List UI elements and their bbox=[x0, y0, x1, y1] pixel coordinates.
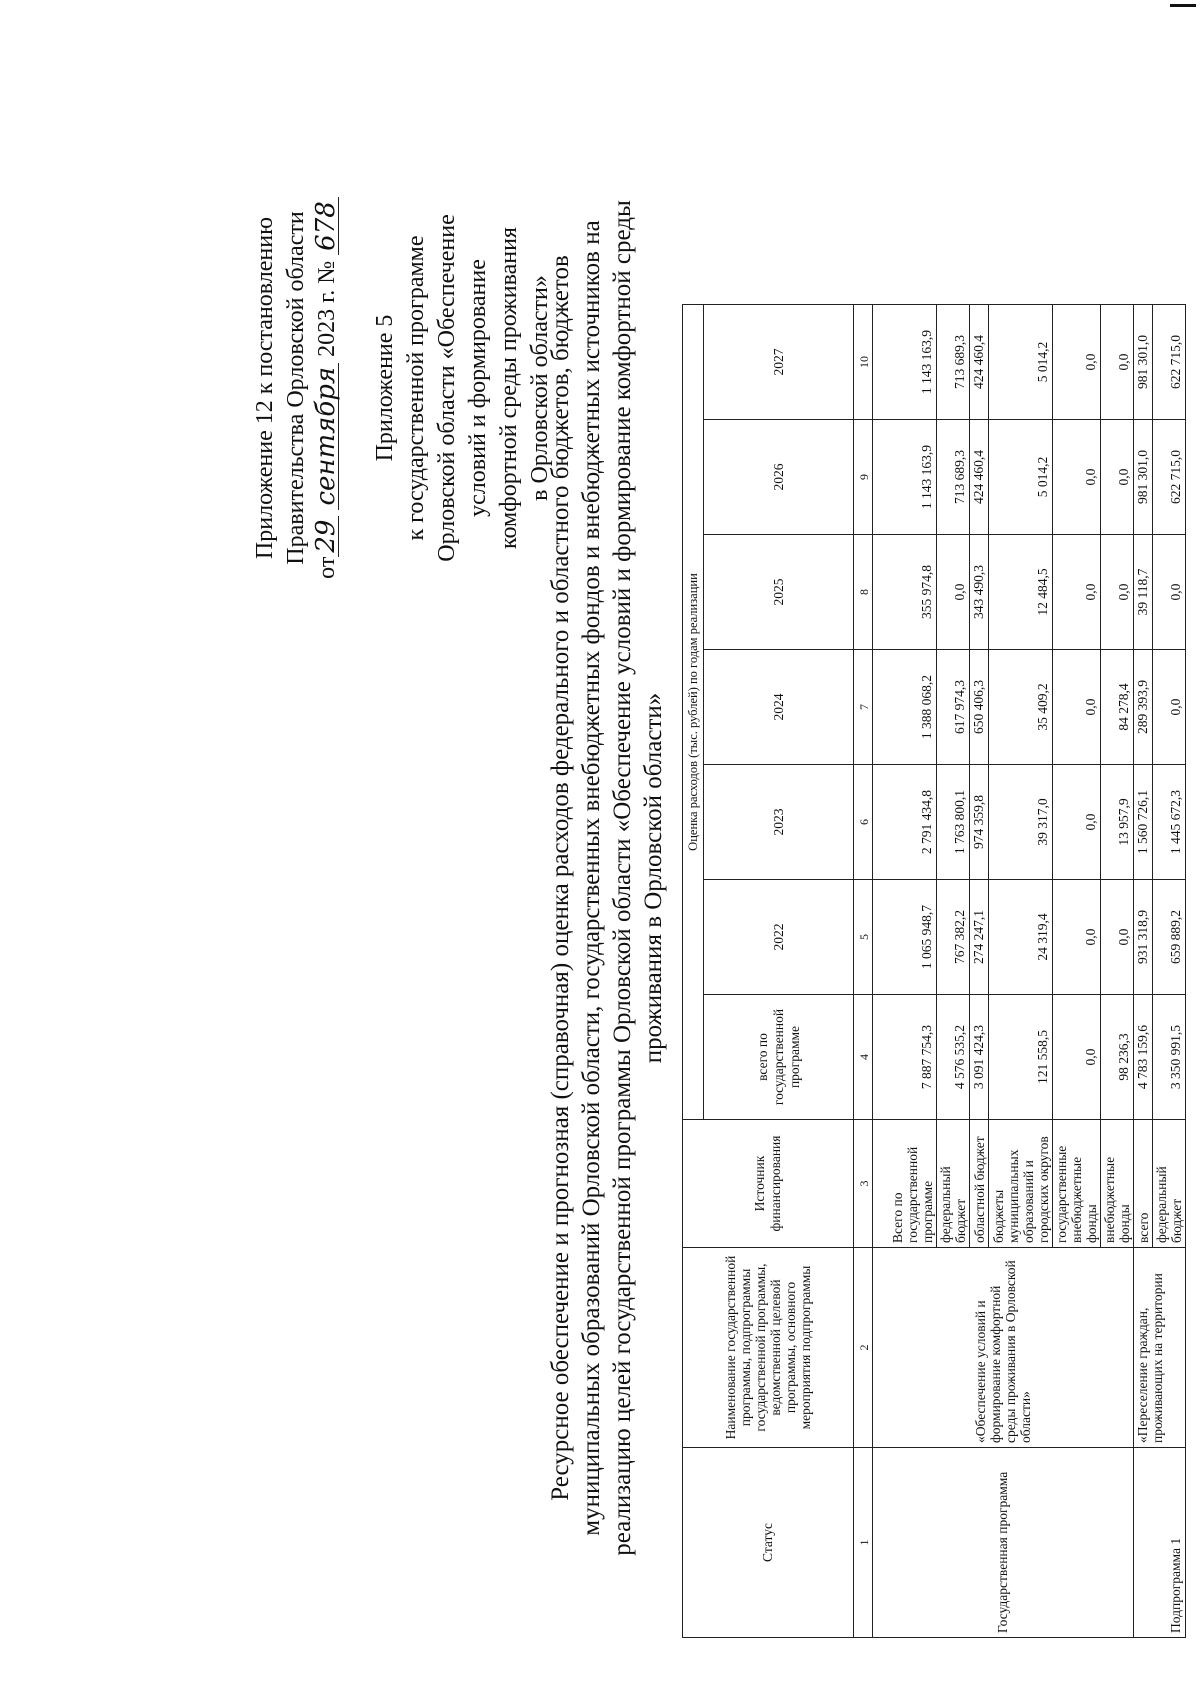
index-row bbox=[854, 305, 873, 1638]
value-cell: 0,0 bbox=[1053, 535, 1101, 650]
value-cell: 0,0 bbox=[1053, 305, 1101, 420]
header-source: Источник финансирования bbox=[683, 1120, 854, 1248]
value-cell: 1 445 672,3 bbox=[1153, 765, 1186, 880]
value-cell: 622 715,0 bbox=[1153, 305, 1186, 420]
handwritten-month: сентября bbox=[314, 363, 339, 510]
value-cell: 1 143 163,9 bbox=[873, 305, 937, 420]
header-year: 2022 bbox=[704, 880, 854, 995]
appendix-5-line3: Орловской области «Обеспечение bbox=[434, 214, 460, 562]
value-cell: 931 318,9 bbox=[1134, 880, 1153, 995]
source-cell: всего bbox=[1134, 1120, 1153, 1248]
value-cell: 0,0 bbox=[1101, 305, 1134, 420]
value-cell: 1 065 948,7 bbox=[873, 880, 937, 995]
index-cell: 2 bbox=[854, 1248, 873, 1448]
appendix-12-line1: Приложение 12 к постановлению bbox=[252, 216, 278, 560]
date-year: 2023 г. № bbox=[314, 260, 340, 357]
header-status: Статус bbox=[683, 1448, 854, 1638]
value-cell: 713 689,3 bbox=[937, 305, 970, 420]
value-cell: 274 247,1 bbox=[970, 880, 989, 995]
value-cell: 13 957,9 bbox=[1101, 765, 1134, 880]
value-cell: 981 301,0 bbox=[1134, 305, 1153, 420]
value-cell: 121 558,5 bbox=[989, 995, 1053, 1120]
source-cell: областной бюджет bbox=[970, 1120, 989, 1248]
value-cell: 617 974,3 bbox=[937, 650, 970, 765]
table-row bbox=[873, 305, 937, 1638]
value-cell: 622 715,0 bbox=[1153, 420, 1186, 535]
value-cell: 0,0 bbox=[1101, 535, 1134, 650]
budget-table bbox=[682, 304, 1186, 1638]
source-cell: Всего по государственной программе bbox=[873, 1120, 937, 1248]
value-cell: 355 974,8 bbox=[873, 535, 937, 650]
value-cell: 35 409,2 bbox=[989, 650, 1053, 765]
value-cell: 0,0 bbox=[1053, 880, 1101, 995]
value-cell: 0,0 bbox=[937, 535, 970, 650]
value-cell: 0,0 bbox=[1153, 535, 1186, 650]
appendix-12-line2: Правительства Орловской области bbox=[283, 211, 309, 565]
header-year: 2024 bbox=[704, 650, 854, 765]
value-cell: 1 763 800,1 bbox=[937, 765, 970, 880]
index-cell: 7 bbox=[854, 650, 873, 765]
index-cell: 4 bbox=[854, 995, 873, 1120]
index-cell: 1 bbox=[854, 1448, 873, 1638]
title-line3: реализацию целей государственной программы Орловской области «Обеспечение условий и формирование комфортной среды bbox=[609, 200, 636, 1556]
value-cell: 39 317,0 bbox=[989, 765, 1053, 880]
appendix-5-line5: комфортной среды проживания bbox=[496, 227, 522, 549]
appendix-5-line2: к государственной программе bbox=[403, 235, 429, 541]
value-cell: 7 887 754,3 bbox=[873, 995, 937, 1120]
value-cell: 713 689,3 bbox=[937, 420, 970, 535]
header-year: 2023 bbox=[704, 765, 854, 880]
source-cell: федеральный бюджет bbox=[937, 1120, 970, 1248]
value-cell: 4 783 159,6 bbox=[1134, 995, 1153, 1120]
appendix-12-date bbox=[312, 78, 343, 698]
value-cell: 5 014,2 bbox=[989, 420, 1053, 535]
appendix-5-line6: в Орловской области» bbox=[527, 275, 553, 501]
value-cell: 0,0 bbox=[1053, 420, 1101, 535]
value-cell: 98 236,3 bbox=[1101, 995, 1134, 1120]
index-cell: 8 bbox=[854, 535, 873, 650]
header-year: 2027 bbox=[704, 305, 854, 420]
value-cell: 0,0 bbox=[1053, 765, 1101, 880]
value-cell: 5 014,2 bbox=[989, 305, 1053, 420]
appendix-12-block bbox=[250, 78, 343, 698]
value-cell: 3 350 991,5 bbox=[1153, 995, 1186, 1120]
value-cell: 0,0 bbox=[1153, 650, 1186, 765]
value-cell: 343 490,3 bbox=[970, 535, 989, 650]
value-cell: 39 118,7 bbox=[1134, 535, 1153, 650]
value-cell: 1 143 163,9 bbox=[873, 420, 937, 535]
value-cell: 0,0 bbox=[1101, 880, 1134, 995]
value-cell: 24 319,4 bbox=[989, 880, 1053, 995]
value-cell: 84 278,4 bbox=[1101, 650, 1134, 765]
header-row-1 bbox=[683, 305, 704, 1638]
header-name: Наименование государственной программы, подпрограммы государственной программы, ведомственной целевой программы, основного мероприятия подпрограммы bbox=[683, 1248, 854, 1448]
header-year: 2026 bbox=[704, 420, 854, 535]
value-cell: 0,0 bbox=[1053, 995, 1101, 1120]
handwritten-day: 29 bbox=[314, 516, 339, 557]
appendix-5-block bbox=[370, 88, 556, 688]
value-cell: 0,0 bbox=[1053, 650, 1101, 765]
index-cell: 3 bbox=[854, 1120, 873, 1248]
document-title bbox=[545, 118, 669, 1638]
source-cell: федеральный бюджет bbox=[1153, 1120, 1186, 1248]
value-cell: 659 889,2 bbox=[1153, 880, 1186, 995]
index-cell: 9 bbox=[854, 420, 873, 535]
source-cell: внебюджетные фонды bbox=[1101, 1120, 1134, 1248]
status-cell: Государственная программа bbox=[873, 1448, 1134, 1638]
value-cell: 2 791 434,8 bbox=[873, 765, 937, 880]
table-row bbox=[1134, 305, 1153, 1638]
index-cell: 6 bbox=[854, 765, 873, 880]
status-cell: Подпрограмма 1 bbox=[1134, 1448, 1186, 1638]
subprogram-name-cell: «Переселение граждан, проживающих на территории bbox=[1134, 1248, 1186, 1448]
value-cell: 424 460,4 bbox=[970, 305, 989, 420]
header-estimate: Оценка расходов (тыс. рублей) по годам реализации bbox=[683, 305, 704, 1120]
value-cell: 650 406,3 bbox=[970, 650, 989, 765]
value-cell: 1 388 068,2 bbox=[873, 650, 937, 765]
value-cell: 12 484,5 bbox=[989, 535, 1053, 650]
header-total: всего по государственной программе bbox=[704, 995, 854, 1120]
title-line2: муниципальных образований Орловской области, государственных внебюджетных фондов и внебюджетных источников на bbox=[578, 220, 605, 1536]
value-cell: 3 091 424,3 bbox=[970, 995, 989, 1120]
header-year: 2025 bbox=[704, 535, 854, 650]
source-cell: государственные внебюджетные фонды bbox=[1053, 1120, 1101, 1248]
index-cell: 5 bbox=[854, 880, 873, 995]
value-cell: 981 301,0 bbox=[1134, 420, 1153, 535]
title-line4: проживания в Орловской области» bbox=[640, 692, 667, 1064]
value-cell: 767 382,2 bbox=[937, 880, 970, 995]
appendix-5-line4: условий и формирование bbox=[465, 259, 491, 517]
date-prefix: от bbox=[314, 556, 340, 579]
value-cell: 1 560 726,1 bbox=[1134, 765, 1153, 880]
value-cell: 4 576 535,2 bbox=[937, 995, 970, 1120]
value-cell: 974 359,8 bbox=[970, 765, 989, 880]
index-cell: 10 bbox=[854, 305, 873, 420]
value-cell: 0,0 bbox=[1101, 420, 1134, 535]
title-line1: Ресурсное обеспечение и прогнозная (справочная) оценка расходов федерального и областного бюджетов, бюджетов bbox=[547, 255, 574, 1501]
source-cell: бюджеты муниципальных образований и городских округов bbox=[989, 1120, 1053, 1248]
handwritten-number: 678 bbox=[314, 197, 339, 255]
program-name-cell: «Обеспечение условий и формирование комфортной среды проживания в Орловской области» bbox=[873, 1248, 1134, 1448]
value-cell: 289 393,9 bbox=[1134, 650, 1153, 765]
appendix-5-line1: Приложение 5 bbox=[372, 314, 398, 462]
value-cell: 424 460,4 bbox=[970, 420, 989, 535]
